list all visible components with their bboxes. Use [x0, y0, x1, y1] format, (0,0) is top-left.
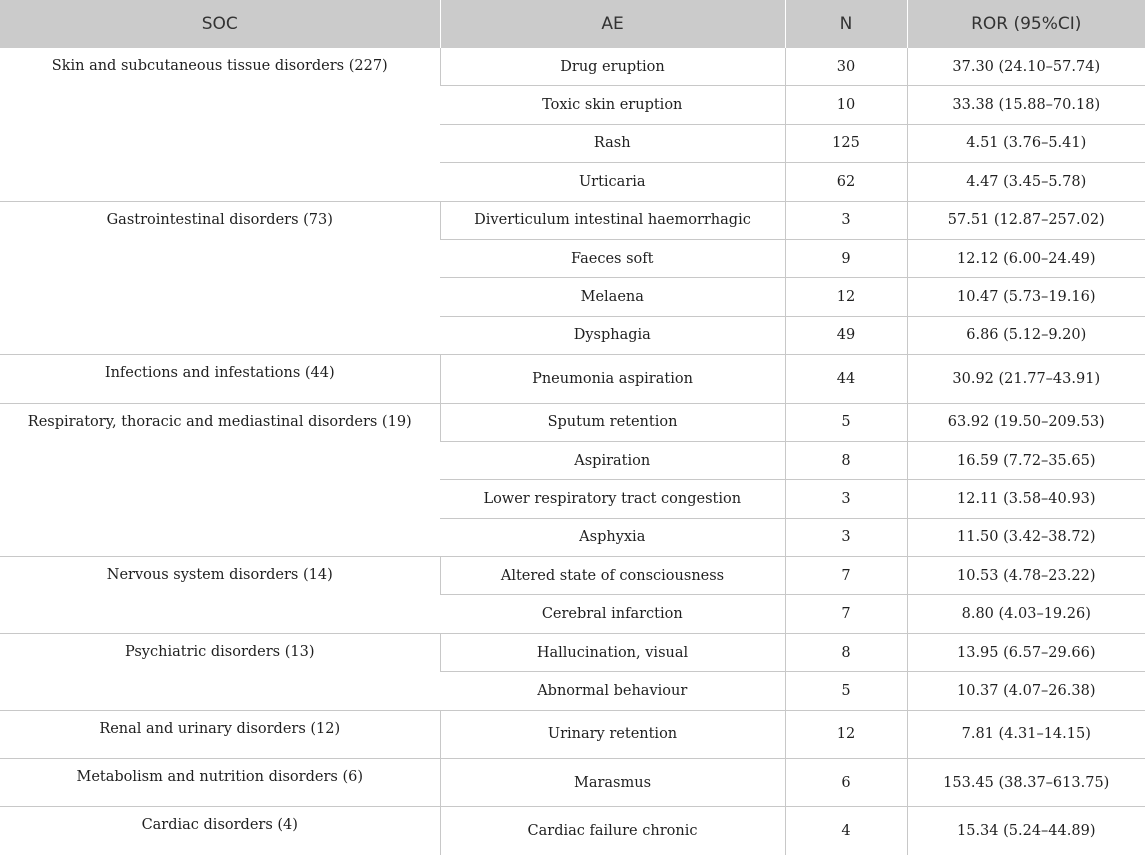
ae-cell: Sputum retention: [440, 403, 785, 441]
ae-cell: Melaena: [440, 278, 785, 316]
header-ror: ROR (95%CI): [907, 0, 1145, 48]
soc-cell: Renal and urinary disorders (12): [0, 710, 440, 758]
table-row: [0, 201, 1145, 239]
n-cell: 7: [785, 595, 907, 633]
ae-cell: Hallucination, visual: [440, 633, 785, 671]
ror-cell: 16.59 (7.72–35.65): [907, 441, 1145, 479]
n-cell: 49: [785, 316, 907, 354]
n-cell: 44: [785, 355, 907, 403]
n-cell: 3: [785, 480, 907, 518]
ae-cell: Marasmus: [440, 759, 785, 807]
ae-cell: Toxic skin eruption: [440, 86, 785, 124]
header-row: [0, 0, 1145, 48]
ror-cell: 4.47 (3.45–5.78): [907, 163, 1145, 201]
n-cell: 30: [785, 48, 907, 86]
n-cell: 8: [785, 633, 907, 671]
ae-cell: Altered state of consciousness: [440, 557, 785, 595]
ror-cell: 153.45 (38.37–613.75): [907, 759, 1145, 807]
ae-cell: Cardiac failure chronic: [440, 807, 785, 855]
ae-cell: Asphyxia: [440, 518, 785, 556]
n-cell: 12: [785, 710, 907, 758]
ae-cell: Pneumonia aspiration: [440, 355, 785, 403]
table-body: [0, 48, 1145, 855]
ae-cell: Aspiration: [440, 441, 785, 479]
n-cell: 3: [785, 201, 907, 239]
n-cell: 7: [785, 557, 907, 595]
soc-cell: Psychiatric disorders (13): [0, 633, 440, 710]
ae-cell: Cerebral infarction: [440, 595, 785, 633]
n-cell: 10: [785, 86, 907, 124]
ror-cell: 10.53 (4.78–23.22): [907, 557, 1145, 595]
ror-cell: 10.47 (5.73–19.16): [907, 278, 1145, 316]
ror-cell: 57.51 (12.87–257.02): [907, 201, 1145, 239]
soc-cell: Gastrointestinal disorders (73): [0, 201, 440, 355]
ae-cell: Lower respiratory tract congestion: [440, 480, 785, 518]
ror-cell: 12.12 (6.00–24.49): [907, 239, 1145, 277]
ae-cell: Faeces soft: [440, 239, 785, 277]
soc-cell: Infections and infestations (44): [0, 355, 440, 403]
n-cell: 62: [785, 163, 907, 201]
ror-cell: 10.37 (4.07–26.38): [907, 672, 1145, 710]
ror-cell: 11.50 (3.42–38.72): [907, 518, 1145, 556]
soc-cell: Cardiac disorders (4): [0, 807, 440, 855]
table-row: [0, 710, 1145, 758]
header-ae: AE: [440, 0, 785, 48]
ror-cell: 8.80 (4.03–19.26): [907, 595, 1145, 633]
table-row: [0, 557, 1145, 595]
ror-cell: 33.38 (15.88–70.18): [907, 86, 1145, 124]
n-cell: 5: [785, 403, 907, 441]
ae-cell: Drug eruption: [440, 48, 785, 86]
ror-cell: 7.81 (4.31–14.15): [907, 710, 1145, 758]
n-cell: 6: [785, 759, 907, 807]
n-cell: 9: [785, 239, 907, 277]
n-cell: 5: [785, 672, 907, 710]
ae-cell: Rash: [440, 124, 785, 162]
table-row: [0, 759, 1145, 807]
ror-cell: 15.34 (5.24–44.89): [907, 807, 1145, 855]
table-row: [0, 48, 1145, 86]
table-row: [0, 355, 1145, 403]
ror-cell: 13.95 (6.57–29.66): [907, 633, 1145, 671]
ae-cell: Diverticulum intestinal haemorrhagic: [440, 201, 785, 239]
ae-cell: Urinary retention: [440, 710, 785, 758]
ror-cell: 4.51 (3.76–5.41): [907, 124, 1145, 162]
header-n: N: [785, 0, 907, 48]
ror-cell: 63.92 (19.50–209.53): [907, 403, 1145, 441]
ror-cell: 30.92 (21.77–43.91): [907, 355, 1145, 403]
n-cell: 3: [785, 518, 907, 556]
table-row: [0, 633, 1145, 671]
soc-cell: Metabolism and nutrition disorders (6): [0, 759, 440, 807]
soc-cell: Skin and subcutaneous tissue disorders (227): [51, 58, 388, 74]
n-cell: 125: [785, 124, 907, 162]
ror-cell: 37.30 (24.10–57.74): [907, 48, 1145, 86]
n-cell: 8: [785, 441, 907, 479]
ae-cell: Dysphagia: [440, 316, 785, 354]
table-row: [0, 807, 1145, 855]
n-cell: 4: [785, 807, 907, 855]
soc-cell: Nervous system disorders (14): [0, 557, 440, 634]
ae-cell: Abnormal behaviour: [440, 672, 785, 710]
ror-cell: 6.86 (5.12–9.20): [907, 316, 1145, 354]
header-soc: SOC: [0, 0, 440, 48]
soc-cell: Respiratory, thoracic and mediastinal disorders (19): [0, 403, 440, 557]
table-row: [0, 403, 1145, 441]
ror-cell: 12.11 (3.58–40.93): [907, 480, 1145, 518]
table-header: [0, 0, 1145, 48]
n-cell: 12: [785, 278, 907, 316]
ae-cell: Urticaria: [440, 163, 785, 201]
